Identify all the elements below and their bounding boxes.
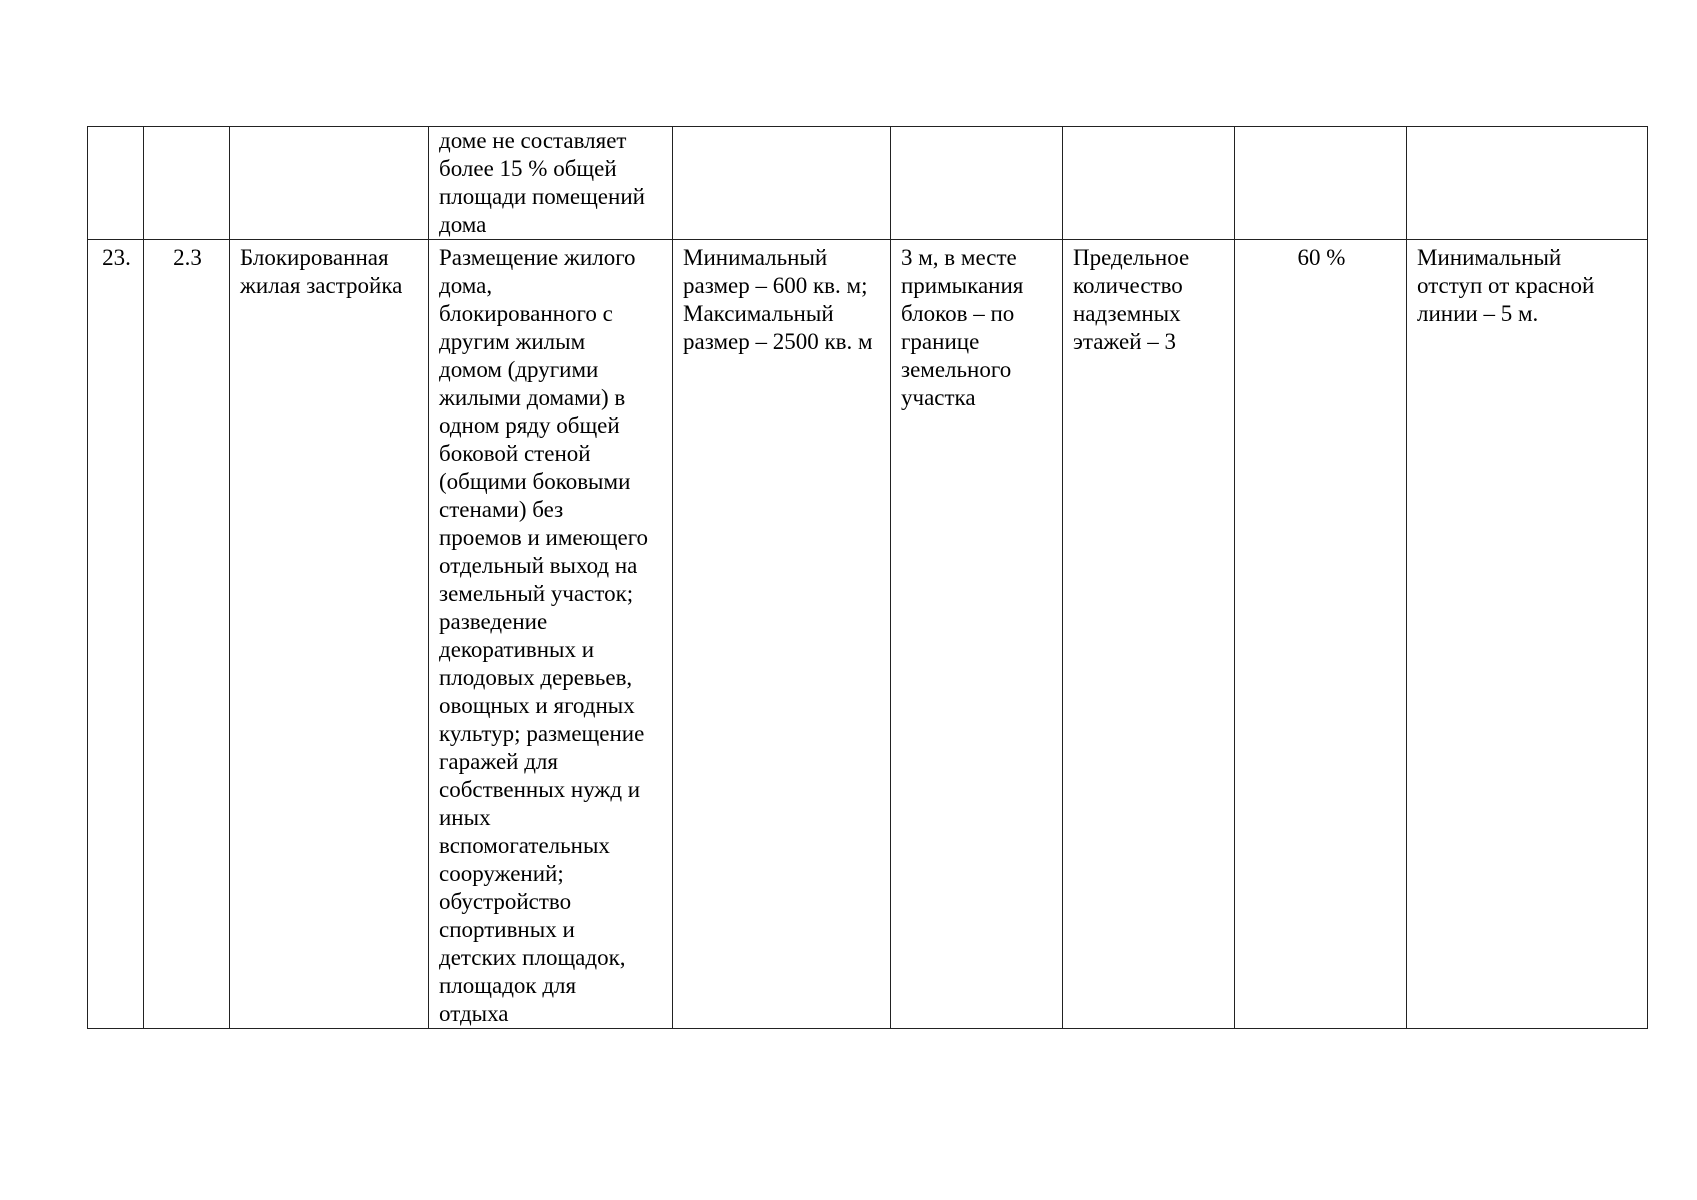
cell-other-params: Минимальный отступ от красной линии – 5 м. [1407, 240, 1648, 1029]
cell-floors [1063, 127, 1235, 240]
cell-other-params [1407, 127, 1648, 240]
cell-coverage: 60 % [1235, 240, 1407, 1029]
cell-plot-size [673, 127, 891, 240]
table-row-continuation [88, 127, 1648, 240]
cell-use-name [230, 127, 429, 240]
cell-floors: Предельное количество надземных этажей – 3 [1063, 240, 1235, 1029]
cell-use-description: доме не составляет более 15 % общей площади помещений дома [429, 127, 673, 240]
cell-coverage [1235, 127, 1407, 240]
cell-use-name: Блокированная жилая застройка [230, 240, 429, 1029]
cell-setback [891, 127, 1063, 240]
cell-setback: 3 м, в месте примыкания блоков – по границе земельного участка [891, 240, 1063, 1029]
cell-number: 23. [88, 240, 144, 1029]
cell-plot-size: Минимальный размер – 600 кв. м; Максимальный размер – 2500 кв. м [673, 240, 891, 1029]
cell-code [144, 127, 230, 240]
cell-use-description: Размещение жилого дома, блокированного с другим жилым домом (другими жилыми домами) в одном ряду общей боковой стеной (общими боковыми стенами) без проемов и имеющего отдельный выход на земельный участок; разведение декоративных и плодовых деревьев, овощных и ягодных культур; размещение гаражей для собственных нужд и иных вспомогательных сооружений; обустройство спортивных и детских площадок, площадок для отдыха [429, 240, 673, 1029]
table-row-23 [88, 240, 1648, 1029]
zoning-regulations-table [87, 126, 1648, 1029]
cell-code: 2.3 [144, 240, 230, 1029]
cell-number [88, 127, 144, 240]
